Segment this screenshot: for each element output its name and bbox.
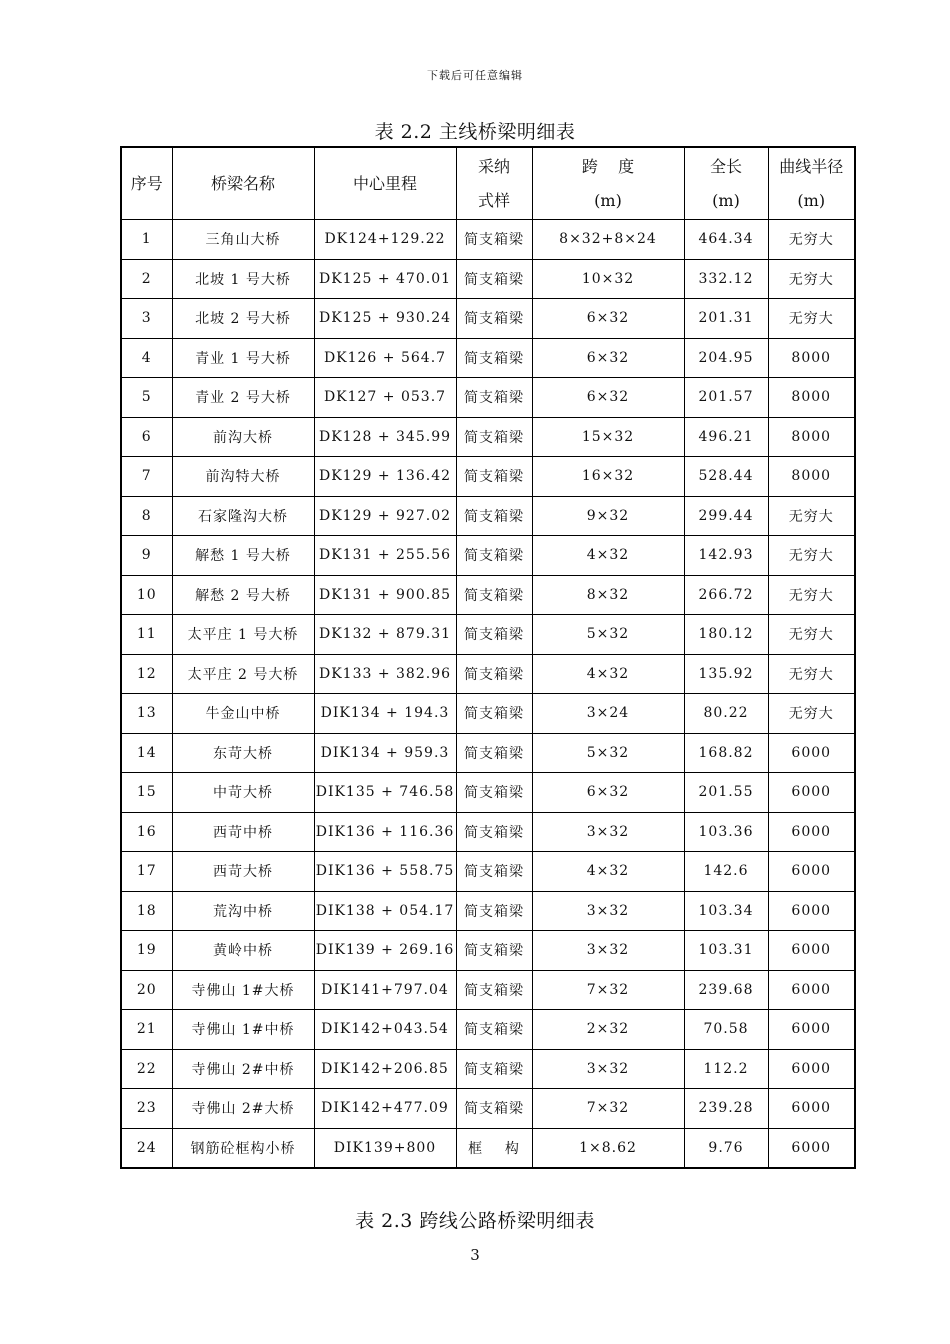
cell-no: 4 — [121, 338, 172, 378]
cell-mileage: DK131 + 900.85 — [314, 575, 456, 615]
cell-mileage: DK131 + 255.56 — [314, 536, 456, 576]
table-row — [121, 733, 855, 773]
cell-mileage: DK127 + 053.7 — [314, 378, 456, 418]
cell-no: 14 — [121, 733, 172, 773]
table-row — [121, 773, 855, 813]
cell-type: 简支箱梁 — [456, 378, 532, 418]
cell-span: 7×32 — [532, 1089, 684, 1129]
cell-span: 3×32 — [532, 931, 684, 971]
cell-no: 8 — [121, 496, 172, 536]
table-row — [121, 1128, 855, 1168]
bridge-table — [120, 146, 856, 1169]
cell-no: 9 — [121, 536, 172, 576]
cell-type: 简支箱梁 — [456, 496, 532, 536]
cell-name: 西苛中桥 — [172, 812, 314, 852]
cell-mileage: DIK134 + 959.3 — [314, 733, 456, 773]
cell-length: 142.93 — [684, 536, 768, 576]
cell-name: 西苛大桥 — [172, 852, 314, 892]
cell-length: 332.12 — [684, 259, 768, 299]
table-header — [121, 147, 855, 220]
cell-span: 3×24 — [532, 694, 684, 734]
cell-type: 简支箱梁 — [456, 259, 532, 299]
table-row — [121, 615, 855, 655]
cell-no: 6 — [121, 417, 172, 457]
cell-radius: 8000 — [768, 417, 855, 457]
cell-type: 简支箱梁 — [456, 615, 532, 655]
cell-no: 19 — [121, 931, 172, 971]
cell-length: 464.34 — [684, 220, 768, 260]
cell-name: 青业 1 号大桥 — [172, 338, 314, 378]
cell-span: 5×32 — [532, 615, 684, 655]
cell-span: 6×32 — [532, 378, 684, 418]
header-span-line2: (m) — [594, 190, 622, 210]
cell-radius: 6000 — [768, 1049, 855, 1089]
cell-length: 201.31 — [684, 299, 768, 339]
cell-span: 6×32 — [532, 773, 684, 813]
table-row — [121, 299, 855, 339]
cell-span: 9×32 — [532, 496, 684, 536]
cell-span: 15×32 — [532, 417, 684, 457]
cell-no: 3 — [121, 299, 172, 339]
cell-mileage: DK129 + 136.42 — [314, 457, 456, 497]
cell-length: 168.82 — [684, 733, 768, 773]
header-radius — [768, 147, 855, 220]
cell-mileage: DIK138 + 054.17 — [314, 891, 456, 931]
cell-span: 6×32 — [532, 299, 684, 339]
cell-span: 8×32+8×24 — [532, 220, 684, 260]
cell-length: 103.36 — [684, 812, 768, 852]
cell-name: 北坡 1 号大桥 — [172, 259, 314, 299]
cell-type: 简支箱梁 — [456, 1010, 532, 1050]
cell-type: 简支箱梁 — [456, 299, 532, 339]
cell-mileage: DK125 + 930.24 — [314, 299, 456, 339]
cell-no: 5 — [121, 378, 172, 418]
cell-radius: 无穷大 — [768, 694, 855, 734]
cell-span: 8×32 — [532, 575, 684, 615]
cell-mileage: DIK135 + 746.58 — [314, 773, 456, 813]
cell-name: 荒沟中桥 — [172, 891, 314, 931]
cell-name: 黄岭中桥 — [172, 931, 314, 971]
table-row — [121, 338, 855, 378]
page-number: 3 — [470, 1246, 480, 1264]
cell-no: 17 — [121, 852, 172, 892]
cell-name: 寺佛山 1#大桥 — [172, 970, 314, 1010]
cell-span: 4×32 — [532, 852, 684, 892]
table-row — [121, 536, 855, 576]
cell-length: 201.57 — [684, 378, 768, 418]
cell-mileage: DK132 + 879.31 — [314, 615, 456, 655]
cell-radius: 无穷大 — [768, 654, 855, 694]
cell-name: 中苛大桥 — [172, 773, 314, 813]
cell-radius: 8000 — [768, 457, 855, 497]
cell-span: 16×32 — [532, 457, 684, 497]
cell-length: 103.31 — [684, 931, 768, 971]
cell-radius: 无穷大 — [768, 496, 855, 536]
cell-radius: 无穷大 — [768, 220, 855, 260]
cell-type: 简支箱梁 — [456, 852, 532, 892]
header-radius-line1: 曲线半径 — [779, 156, 844, 176]
cell-type: 简支箱梁 — [456, 694, 532, 734]
cell-name: 青业 2 号大桥 — [172, 378, 314, 418]
cell-no: 1 — [121, 220, 172, 260]
cell-length: 70.58 — [684, 1010, 768, 1050]
cell-mileage: DIK134 + 194.3 — [314, 694, 456, 734]
cell-radius: 6000 — [768, 812, 855, 852]
cell-type: 简支箱梁 — [456, 891, 532, 931]
cell-radius: 8000 — [768, 378, 855, 418]
cell-length: 135.92 — [684, 654, 768, 694]
cell-no: 24 — [121, 1128, 172, 1168]
table-row — [121, 378, 855, 418]
cell-span: 3×32 — [532, 891, 684, 931]
cell-span: 5×32 — [532, 733, 684, 773]
table-row — [121, 457, 855, 497]
cell-no: 23 — [121, 1089, 172, 1129]
cell-mileage: DIK142+043.54 — [314, 1010, 456, 1050]
cell-span: 1×8.62 — [532, 1128, 684, 1168]
header-span-line1: 跨 度 — [581, 156, 635, 176]
cell-radius: 无穷大 — [768, 299, 855, 339]
cell-type: 简支箱梁 — [456, 575, 532, 615]
cell-name: 解愁 2 号大桥 — [172, 575, 314, 615]
cell-no: 12 — [121, 654, 172, 694]
cell-length: 528.44 — [684, 457, 768, 497]
cell-span: 10×32 — [532, 259, 684, 299]
table-row — [121, 1089, 855, 1129]
table-row — [121, 1010, 855, 1050]
cell-no: 2 — [121, 259, 172, 299]
cell-name: 北坡 2 号大桥 — [172, 299, 314, 339]
cell-span: 7×32 — [532, 970, 684, 1010]
table-body — [121, 220, 855, 1169]
cell-length: 239.28 — [684, 1089, 768, 1129]
cell-length: 204.95 — [684, 338, 768, 378]
header-mileage: 中心里程 — [314, 147, 456, 220]
cell-radius: 6000 — [768, 931, 855, 971]
cell-name: 寺佛山 2#大桥 — [172, 1089, 314, 1129]
cell-type: 简支箱梁 — [456, 931, 532, 971]
cell-radius: 6000 — [768, 1010, 855, 1050]
cell-length: 201.55 — [684, 773, 768, 813]
cell-length: 299.44 — [684, 496, 768, 536]
cell-mileage: DIK136 + 116.36 — [314, 812, 456, 852]
cell-name: 太平庄 2 号大桥 — [172, 654, 314, 694]
header-name: 桥梁名称 — [172, 147, 314, 220]
cell-length: 80.22 — [684, 694, 768, 734]
cell-name: 钢筋砼框构小桥 — [172, 1128, 314, 1168]
header-length — [684, 147, 768, 220]
cell-length: 239.68 — [684, 970, 768, 1010]
cell-radius: 无穷大 — [768, 615, 855, 655]
cell-length: 112.2 — [684, 1049, 768, 1089]
cell-type: 简支箱梁 — [456, 417, 532, 457]
cell-span: 3×32 — [532, 1049, 684, 1089]
cell-radius: 8000 — [768, 338, 855, 378]
table-row — [121, 931, 855, 971]
cell-mileage: DIK141+797.04 — [314, 970, 456, 1010]
cell-radius: 6000 — [768, 1128, 855, 1168]
header-length-line1: 全长 — [709, 156, 742, 176]
cell-name: 寺佛山 1#中桥 — [172, 1010, 314, 1050]
cell-no: 15 — [121, 773, 172, 813]
cell-no: 22 — [121, 1049, 172, 1089]
cell-span: 4×32 — [532, 654, 684, 694]
cell-span: 4×32 — [532, 536, 684, 576]
cell-type: 简支箱梁 — [456, 1089, 532, 1129]
table-row — [121, 417, 855, 457]
cell-no: 16 — [121, 812, 172, 852]
cell-radius: 6000 — [768, 852, 855, 892]
cell-mileage: DIK139 + 269.16 — [314, 931, 456, 971]
header-type-line1: 采纳 — [477, 156, 510, 176]
table-row — [121, 812, 855, 852]
cell-name: 寺佛山 2#中桥 — [172, 1049, 314, 1089]
cell-length: 266.72 — [684, 575, 768, 615]
cell-name: 前沟特大桥 — [172, 457, 314, 497]
cell-no: 7 — [121, 457, 172, 497]
header-span — [532, 147, 684, 220]
next-table-title: 表 2.3 跨线公路桥梁明细表 — [355, 1210, 595, 1232]
header-radius-line2: (m) — [797, 190, 826, 210]
cell-name: 太平庄 1 号大桥 — [172, 615, 314, 655]
header-length-line2: (m) — [712, 190, 740, 210]
cell-name: 解愁 1 号大桥 — [172, 536, 314, 576]
cell-radius: 6000 — [768, 733, 855, 773]
cell-span: 2×32 — [532, 1010, 684, 1050]
cell-type: 简支箱梁 — [456, 970, 532, 1010]
header-type-line2: 式样 — [477, 190, 510, 210]
cell-span: 3×32 — [532, 812, 684, 852]
cell-type: 简支箱梁 — [456, 654, 532, 694]
table-row — [121, 694, 855, 734]
cell-mileage: DIK139+800 — [314, 1128, 456, 1168]
cell-name: 前沟大桥 — [172, 417, 314, 457]
cell-mileage: DK129 + 927.02 — [314, 496, 456, 536]
cell-name: 牛金山中桥 — [172, 694, 314, 734]
cell-name: 石家隆沟大桥 — [172, 496, 314, 536]
table-row — [121, 259, 855, 299]
table-row — [121, 1049, 855, 1089]
cell-mileage: DIK136 + 558.75 — [314, 852, 456, 892]
cell-type: 简支箱梁 — [456, 338, 532, 378]
table-row — [121, 575, 855, 615]
cell-mileage: DK124+129.22 — [314, 220, 456, 260]
cell-no: 20 — [121, 970, 172, 1010]
header-no: 序号 — [121, 147, 172, 220]
cell-length: 496.21 — [684, 417, 768, 457]
cell-no: 11 — [121, 615, 172, 655]
cell-radius: 6000 — [768, 773, 855, 813]
table-row — [121, 852, 855, 892]
header-type — [456, 147, 532, 220]
cell-radius: 无穷大 — [768, 259, 855, 299]
cell-name: 三角山大桥 — [172, 220, 314, 260]
cell-radius: 6000 — [768, 891, 855, 931]
cell-length: 180.12 — [684, 615, 768, 655]
cell-radius: 6000 — [768, 1089, 855, 1129]
cell-name: 东苛大桥 — [172, 733, 314, 773]
cell-no: 21 — [121, 1010, 172, 1050]
table-row — [121, 496, 855, 536]
table-row — [121, 891, 855, 931]
header-note: 下载后可任意编辑 — [427, 69, 523, 82]
table-row — [121, 970, 855, 1010]
table-title: 表 2.2 主线桥梁明细表 — [374, 121, 576, 143]
cell-mileage: DK126 + 564.7 — [314, 338, 456, 378]
cell-type: 简支箱梁 — [456, 1049, 532, 1089]
table-row — [121, 654, 855, 694]
cell-mileage: DIK142+206.85 — [314, 1049, 456, 1089]
cell-type: 框 构 — [456, 1128, 532, 1168]
cell-type: 简支箱梁 — [456, 773, 532, 813]
cell-type: 简支箱梁 — [456, 220, 532, 260]
table-row — [121, 220, 855, 260]
cell-length: 142.6 — [684, 852, 768, 892]
cell-no: 18 — [121, 891, 172, 931]
cell-radius: 6000 — [768, 970, 855, 1010]
cell-type: 简支箱梁 — [456, 536, 532, 576]
cell-span: 6×32 — [532, 338, 684, 378]
cell-mileage: DK128 + 345.99 — [314, 417, 456, 457]
cell-mileage: DK133 + 382.96 — [314, 654, 456, 694]
cell-no: 13 — [121, 694, 172, 734]
cell-type: 简支箱梁 — [456, 457, 532, 497]
cell-mileage: DIK142+477.09 — [314, 1089, 456, 1129]
cell-radius: 无穷大 — [768, 575, 855, 615]
cell-type: 简支箱梁 — [456, 812, 532, 852]
cell-mileage: DK125 + 470.01 — [314, 259, 456, 299]
cell-no: 10 — [121, 575, 172, 615]
cell-length: 103.34 — [684, 891, 768, 931]
cell-type: 简支箱梁 — [456, 733, 532, 773]
cell-radius: 无穷大 — [768, 536, 855, 576]
cell-length: 9.76 — [684, 1128, 768, 1168]
